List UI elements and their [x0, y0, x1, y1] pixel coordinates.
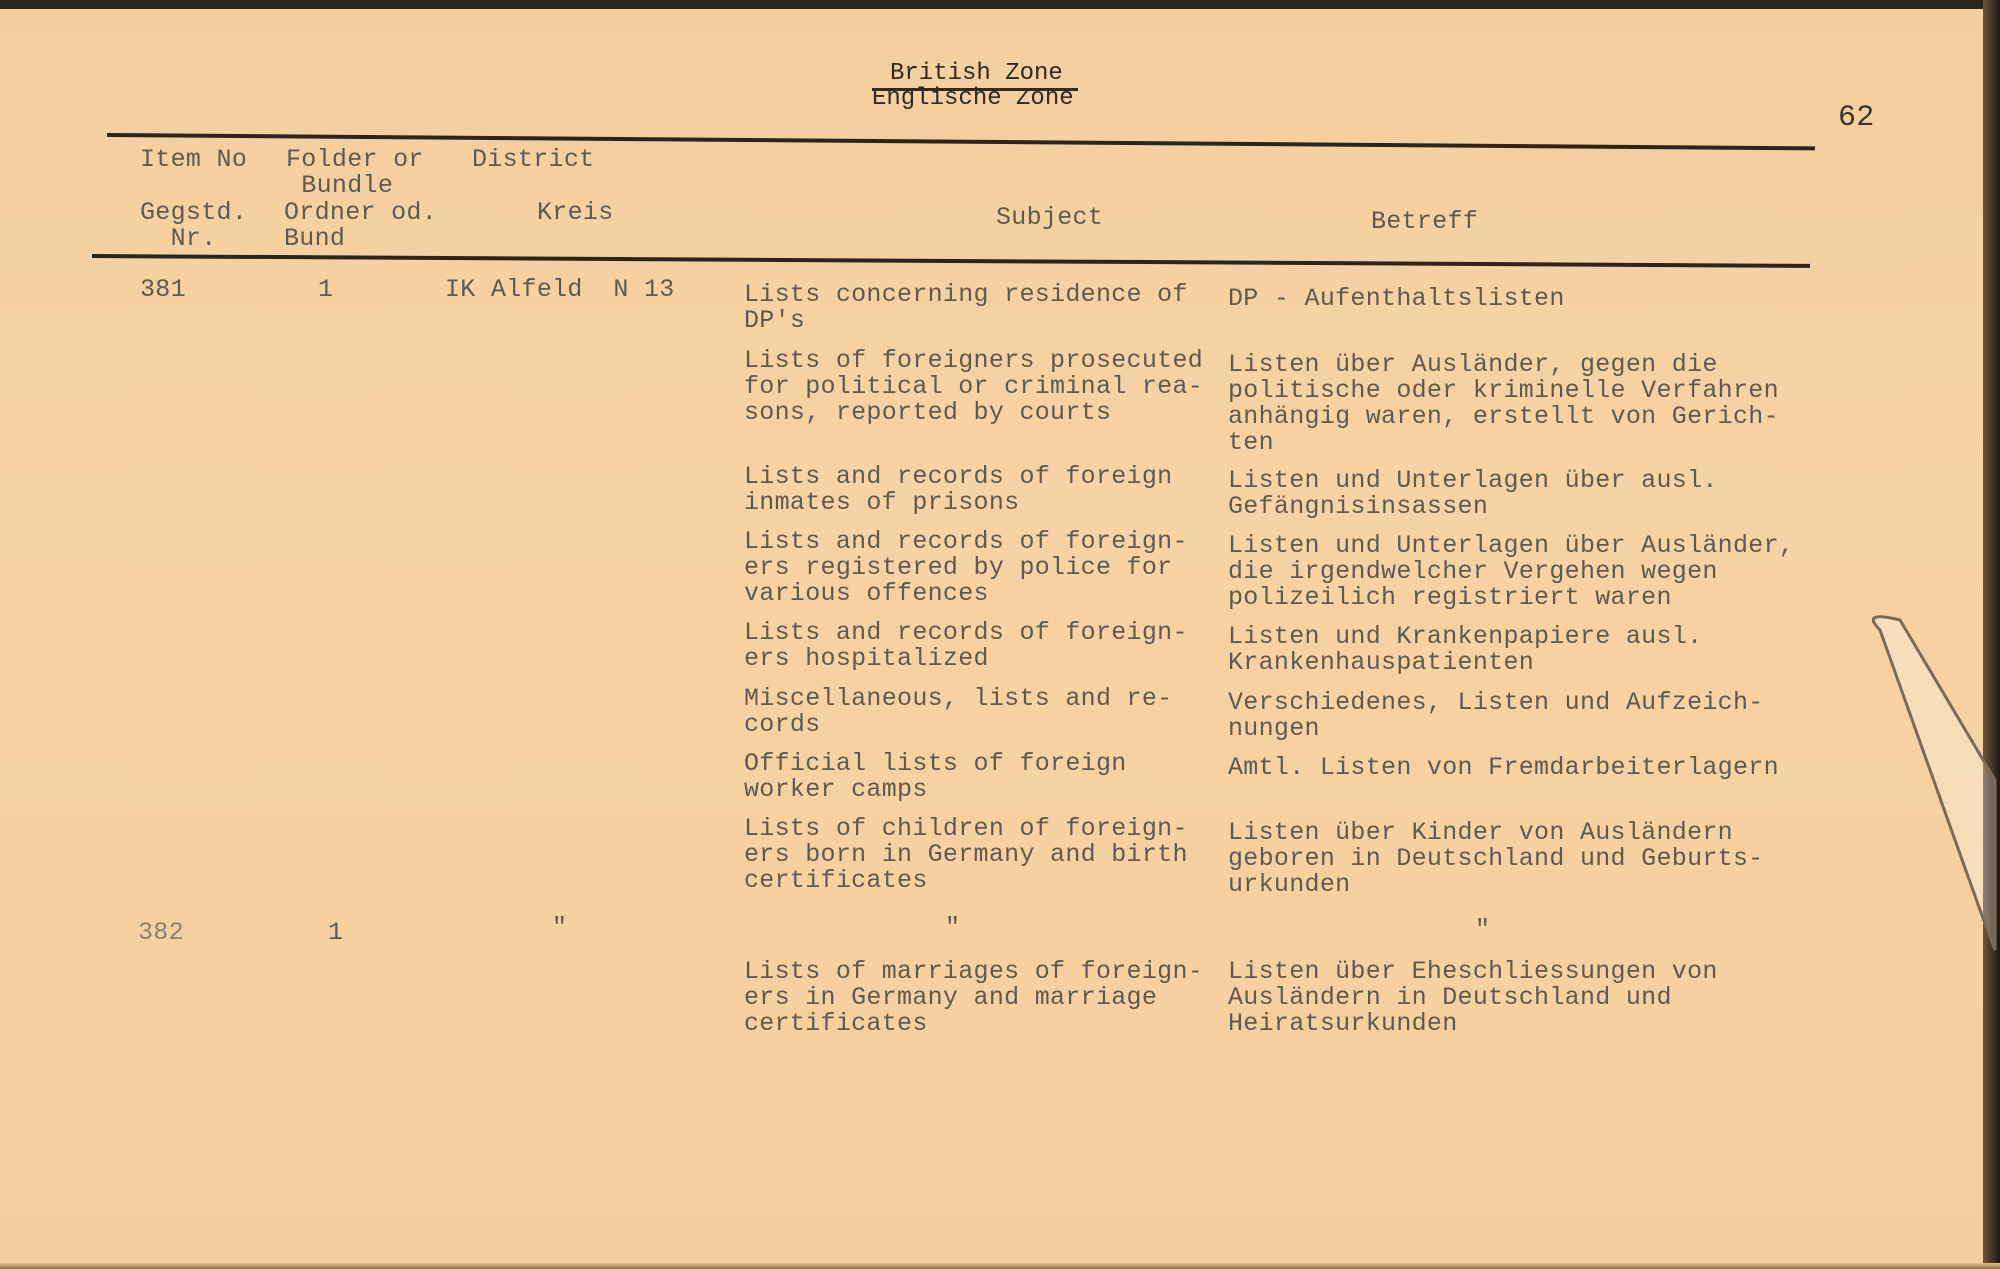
- transparent-clip-icon: [1860, 610, 2000, 990]
- entry-betreff: Verschiedenes, Listen und Aufzeich- nungen: [1228, 688, 1764, 743]
- entry-subject: Lists concerning residence of DP's: [744, 280, 1188, 335]
- district: IK Alfeld N 13: [445, 275, 675, 304]
- item-number: 382: [138, 918, 184, 947]
- col-folder-de: Ordner od. Bund: [284, 198, 438, 253]
- item-number: 381: [140, 275, 186, 304]
- col-district-de: Kreis: [537, 198, 614, 227]
- col-betreff: Betreff: [1371, 207, 1479, 236]
- header-bottom-rule: [92, 254, 1810, 268]
- col-item-no-en: Item No: [140, 145, 248, 174]
- entry-subject: Lists of marriages of foreign- ers in Germany and marriage certificates: [744, 957, 1204, 1038]
- betreff-ditto-mark: ": [1475, 915, 1491, 944]
- folder-number: 1: [318, 275, 334, 304]
- entry-subject: Lists and records of foreign- ers hospitalized: [744, 618, 1188, 673]
- folder-number: 1: [328, 918, 344, 947]
- entry-subject: Lists of foreigners prosecuted for political or criminal rea- sons, reported by courts: [744, 346, 1204, 427]
- scan-top-edge: [0, 0, 2000, 9]
- col-subject: Subject: [996, 203, 1104, 232]
- title-german: Englische Zone: [872, 85, 1074, 112]
- title-english: British Zone: [890, 60, 1063, 87]
- entry-subject: Miscellaneous, lists and re- cords: [744, 684, 1173, 739]
- entry-subject: Official lists of foreign worker camps: [744, 749, 1127, 804]
- entry-betreff: DP - Aufenthaltslisten: [1228, 284, 1565, 313]
- entry-betreff: Listen und Unterlagen über ausl. Gefängnisinsassen: [1228, 466, 1718, 521]
- district-ditto-mark: ": [552, 913, 568, 942]
- entry-betreff: Amtl. Listen von Fremdarbeiterlagern: [1228, 753, 1779, 782]
- entry-betreff: Listen und Unterlagen über Ausländer, die irgendwelcher Vergehen wegen polizeilich registriert waren: [1228, 531, 1795, 612]
- entry-betreff: Listen und Krankenpapiere ausl. Krankenhauspatienten: [1228, 622, 1703, 677]
- entry-betreff: Listen über Kinder von Ausländern geboren in Deutschland und Geburts- urkunden: [1228, 818, 1764, 899]
- entry-betreff: Listen über Ausländer, gegen die politische oder kriminelle Verfahren anhängig waren, erstellt von Gerich- ten: [1228, 350, 1779, 457]
- scan-bottom-edge: [0, 1263, 2000, 1269]
- entry-subject: Lists and records of foreign inmates of prisons: [744, 462, 1173, 517]
- entry-subject: Lists and records of foreign- ers registered by police for various offences: [744, 527, 1188, 608]
- page-number: 62: [1838, 101, 1875, 135]
- col-district-en: District: [472, 145, 595, 174]
- subject-ditto-mark: ": [945, 913, 961, 942]
- col-item-no-de: Gegstd. Nr.: [140, 198, 248, 253]
- col-folder-en: Folder or Bundle: [286, 145, 424, 200]
- entry-betreff: Listen über Eheschliessungen von Ausländern in Deutschland und Heiratsurkunden: [1228, 957, 1718, 1038]
- entry-subject: Lists of children of foreign- ers born in Germany and birth certificates: [744, 814, 1188, 895]
